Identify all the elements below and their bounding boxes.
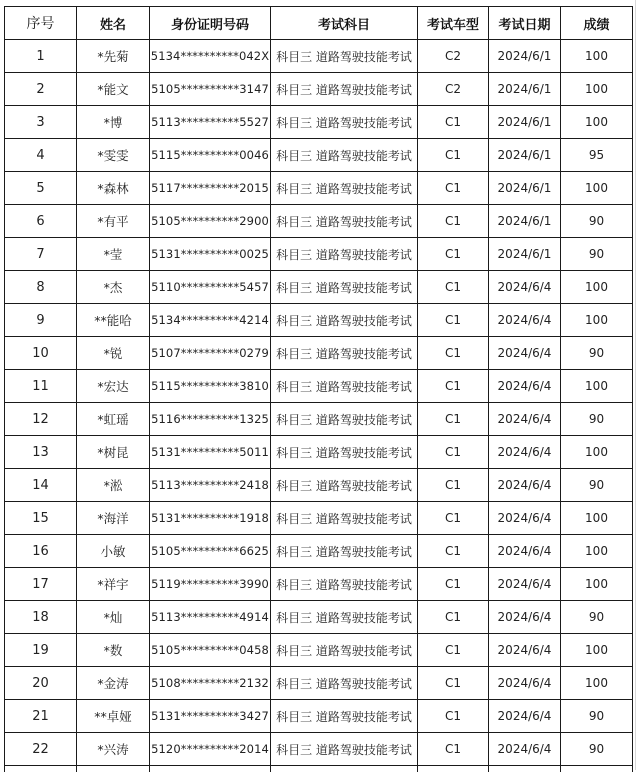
- cell-id-number[interactable]: 5105**********6625: [150, 535, 271, 568]
- cell-name[interactable]: *宏达: [77, 370, 150, 403]
- cell-seq[interactable]: 21: [5, 700, 77, 733]
- cell-name[interactable]: **卓娅: [77, 700, 150, 733]
- table-row: [5, 73, 633, 106]
- table-row: [5, 469, 633, 502]
- cell-id-number[interactable]: 5116**********1325: [150, 403, 271, 436]
- cell-seq[interactable]: 13: [5, 436, 77, 469]
- cell-score[interactable]: 100: [561, 106, 633, 139]
- cell-seq[interactable]: 2: [5, 73, 77, 106]
- cell-name[interactable]: 小敏: [77, 535, 150, 568]
- cell-score[interactable]: 100: [561, 73, 633, 106]
- cell-seq[interactable]: 6: [5, 205, 77, 238]
- cell-id-number[interactable]: 5117**********2015: [150, 172, 271, 205]
- cell-score[interactable]: 90: [561, 337, 633, 370]
- cell-subject[interactable]: 科目三 道路驾驶技能考试: [271, 469, 418, 502]
- table-row: [5, 40, 633, 73]
- cell-name[interactable]: *虹瑶: [77, 403, 150, 436]
- cell-name[interactable]: *灿: [77, 601, 150, 634]
- cell-vehicle-type[interactable]: C1: [418, 139, 489, 172]
- cell-seq[interactable]: 18: [5, 601, 77, 634]
- cell-seq[interactable]: 12: [5, 403, 77, 436]
- cell-vehicle-type[interactable]: C1: [418, 271, 489, 304]
- cell-vehicle-type[interactable]: C1: [418, 469, 489, 502]
- cell-seq[interactable]: 15: [5, 502, 77, 535]
- cell-seq[interactable]: 4: [5, 139, 77, 172]
- exam-results-table: [4, 6, 633, 772]
- cell-name[interactable]: *先菊: [77, 40, 150, 73]
- cell-id-number[interactable]: 5105**********2900: [150, 205, 271, 238]
- cell-subject[interactable]: 科目三 道路驾驶技能考试: [271, 205, 418, 238]
- cell-vehicle-type[interactable]: C1: [418, 436, 489, 469]
- cell-subject[interactable]: 科目三 道路驾驶技能考试: [271, 667, 418, 700]
- cell-subject[interactable]: 科目三 道路驾驶技能考试: [271, 73, 418, 106]
- cell-subject[interactable]: 科目三 道路驾驶技能考试: [271, 601, 418, 634]
- cell-id-number[interactable]: 5110**********5457: [150, 271, 271, 304]
- cell-name[interactable]: *雯雯: [77, 139, 150, 172]
- cell-vehicle-type[interactable]: C1: [418, 403, 489, 436]
- cell-vehicle-type[interactable]: C1: [418, 601, 489, 634]
- cell-exam-date[interactable]: 2024/6/4: [489, 733, 561, 766]
- cell-name[interactable]: *能文: [77, 73, 150, 106]
- cell-exam-date[interactable]: 2024/6/4: [489, 568, 561, 601]
- cell-exam-date[interactable]: 2024/6/1: [489, 106, 561, 139]
- table-row: [5, 667, 633, 700]
- cell-vehicle-type[interactable]: C1: [418, 700, 489, 733]
- cell-subject[interactable]: 科目三 道路驾驶技能考试: [271, 238, 418, 271]
- header-exam-date[interactable]: 考试日期: [489, 7, 561, 40]
- empty-cell[interactable]: [271, 766, 418, 772]
- table-row: [5, 436, 633, 469]
- cell-id-number[interactable]: 5115**********0046: [150, 139, 271, 172]
- cell-id-number[interactable]: 5105**********3147: [150, 73, 271, 106]
- cell-id-number[interactable]: 5113**********4914: [150, 601, 271, 634]
- table-row: [5, 502, 633, 535]
- cell-name[interactable]: **能哈: [77, 304, 150, 337]
- cell-subject[interactable]: 科目三 道路驾驶技能考试: [271, 700, 418, 733]
- cell-seq[interactable]: 5: [5, 172, 77, 205]
- cell-seq[interactable]: 14: [5, 469, 77, 502]
- cell-vehicle-type[interactable]: C1: [418, 535, 489, 568]
- cell-exam-date[interactable]: 2024/6/1: [489, 73, 561, 106]
- cell-exam-date[interactable]: 2024/6/4: [489, 502, 561, 535]
- table-row: [5, 238, 633, 271]
- empty-cell[interactable]: [561, 766, 633, 772]
- cell-id-number[interactable]: 5107**********0279: [150, 337, 271, 370]
- cell-exam-date[interactable]: 2024/6/4: [489, 370, 561, 403]
- cell-id-number[interactable]: 5134**********4214: [150, 304, 271, 337]
- cell-score[interactable]: 90: [561, 238, 633, 271]
- cell-score[interactable]: 95: [561, 139, 633, 172]
- cell-seq[interactable]: 11: [5, 370, 77, 403]
- cell-exam-date[interactable]: 2024/6/4: [489, 667, 561, 700]
- cell-exam-date[interactable]: 2024/6/4: [489, 634, 561, 667]
- header-vehicle-type[interactable]: 考试车型: [418, 7, 489, 40]
- cell-subject[interactable]: 科目三 道路驾驶技能考试: [271, 568, 418, 601]
- cell-subject[interactable]: 科目三 道路驾驶技能考试: [271, 304, 418, 337]
- cell-seq[interactable]: 20: [5, 667, 77, 700]
- table-row: [5, 535, 633, 568]
- cell-exam-date[interactable]: 2024/6/4: [489, 304, 561, 337]
- cell-score[interactable]: 90: [561, 403, 633, 436]
- empty-cell[interactable]: [489, 766, 561, 772]
- cell-seq[interactable]: 8: [5, 271, 77, 304]
- cell-vehicle-type[interactable]: C2: [418, 73, 489, 106]
- cell-subject[interactable]: 科目三 道路驾驶技能考试: [271, 535, 418, 568]
- cell-exam-date[interactable]: 2024/6/4: [489, 436, 561, 469]
- cell-seq[interactable]: 19: [5, 634, 77, 667]
- header-id-number[interactable]: 身份证明号码: [150, 7, 271, 40]
- cell-name[interactable]: *有平: [77, 205, 150, 238]
- header-seq[interactable]: 序号: [5, 7, 77, 40]
- cell-vehicle-type[interactable]: C1: [418, 502, 489, 535]
- cell-subject[interactable]: 科目三 道路驾驶技能考试: [271, 106, 418, 139]
- cell-exam-date[interactable]: 2024/6/1: [489, 172, 561, 205]
- cell-name[interactable]: *树昆: [77, 436, 150, 469]
- cell-name[interactable]: *海洋: [77, 502, 150, 535]
- table-row: [5, 700, 633, 733]
- cell-score[interactable]: 100: [561, 568, 633, 601]
- cell-seq[interactable]: 22: [5, 733, 77, 766]
- cell-score[interactable]: 100: [561, 304, 633, 337]
- cell-score[interactable]: 100: [561, 502, 633, 535]
- cell-exam-date[interactable]: 2024/6/4: [489, 337, 561, 370]
- table-row: [5, 568, 633, 601]
- header-row: [5, 7, 633, 40]
- cell-seq[interactable]: 3: [5, 106, 77, 139]
- cell-id-number[interactable]: 5131**********3427: [150, 700, 271, 733]
- table-row: [5, 733, 633, 766]
- cell-id-number[interactable]: 5131**********1918: [150, 502, 271, 535]
- cell-subject[interactable]: 科目三 道路驾驶技能考试: [271, 271, 418, 304]
- cell-subject[interactable]: 科目三 道路驾驶技能考试: [271, 733, 418, 766]
- table-row: [5, 403, 633, 436]
- cell-id-number[interactable]: 5105**********0458: [150, 634, 271, 667]
- header-subject[interactable]: 考试科目: [271, 7, 418, 40]
- cell-vehicle-type[interactable]: C1: [418, 106, 489, 139]
- cell-subject[interactable]: 科目三 道路驾驶技能考试: [271, 634, 418, 667]
- cell-score[interactable]: 100: [561, 172, 633, 205]
- cell-name[interactable]: *锐: [77, 337, 150, 370]
- cell-name[interactable]: *博: [77, 106, 150, 139]
- cell-exam-date[interactable]: 2024/6/4: [489, 403, 561, 436]
- table-row: [5, 271, 633, 304]
- cell-score[interactable]: 90: [561, 733, 633, 766]
- cell-vehicle-type[interactable]: C1: [418, 238, 489, 271]
- empty-cell[interactable]: [418, 766, 489, 772]
- table-row: [5, 634, 633, 667]
- cell-id-number[interactable]: 5131**********5011: [150, 436, 271, 469]
- cell-seq[interactable]: 9: [5, 304, 77, 337]
- cell-score[interactable]: 90: [561, 700, 633, 733]
- cell-id-number[interactable]: 5113**********2418: [150, 469, 271, 502]
- cell-score[interactable]: 90: [561, 205, 633, 238]
- cell-exam-date[interactable]: 2024/6/4: [489, 700, 561, 733]
- empty-cell[interactable]: [77, 766, 150, 772]
- cell-exam-date[interactable]: 2024/6/1: [489, 205, 561, 238]
- cell-vehicle-type[interactable]: C1: [418, 568, 489, 601]
- empty-cell[interactable]: [150, 766, 271, 772]
- cell-score[interactable]: 100: [561, 370, 633, 403]
- cell-score[interactable]: 100: [561, 634, 633, 667]
- cell-name[interactable]: *杰: [77, 271, 150, 304]
- cell-exam-date[interactable]: 2024/6/4: [489, 601, 561, 634]
- cell-subject[interactable]: 科目三 道路驾驶技能考试: [271, 403, 418, 436]
- cell-id-number[interactable]: 5115**********3810: [150, 370, 271, 403]
- cell-seq[interactable]: 16: [5, 535, 77, 568]
- cell-vehicle-type[interactable]: C1: [418, 304, 489, 337]
- cell-subject[interactable]: 科目三 道路驾驶技能考试: [271, 370, 418, 403]
- cell-exam-date[interactable]: 2024/6/1: [489, 139, 561, 172]
- cell-vehicle-type[interactable]: C1: [418, 733, 489, 766]
- header-score[interactable]: 成绩: [561, 7, 633, 40]
- cell-name[interactable]: *森林: [77, 172, 150, 205]
- cell-seq[interactable]: 1: [5, 40, 77, 73]
- cell-vehicle-type[interactable]: C2: [418, 40, 489, 73]
- table-row-partial: [5, 766, 633, 772]
- header-name[interactable]: 姓名: [77, 7, 150, 40]
- cell-seq[interactable]: 17: [5, 568, 77, 601]
- table-row: [5, 139, 633, 172]
- cell-name[interactable]: *金涛: [77, 667, 150, 700]
- cell-score[interactable]: 100: [561, 40, 633, 73]
- cell-seq[interactable]: 7: [5, 238, 77, 271]
- cell-name[interactable]: *莹: [77, 238, 150, 271]
- cell-id-number[interactable]: 5119**********3990: [150, 568, 271, 601]
- cell-name[interactable]: *淞: [77, 469, 150, 502]
- cell-vehicle-type[interactable]: C1: [418, 172, 489, 205]
- cell-id-number[interactable]: 5113**********5527: [150, 106, 271, 139]
- cell-name[interactable]: *祥宇: [77, 568, 150, 601]
- cell-score[interactable]: 100: [561, 271, 633, 304]
- table-row: [5, 601, 633, 634]
- cell-id-number[interactable]: 5134**********042X: [150, 40, 271, 73]
- cell-vehicle-type[interactable]: C1: [418, 634, 489, 667]
- table-row: [5, 172, 633, 205]
- cell-subject[interactable]: 科目三 道路驾驶技能考试: [271, 139, 418, 172]
- cell-vehicle-type[interactable]: C1: [418, 370, 489, 403]
- cell-name[interactable]: *数: [77, 634, 150, 667]
- table-row: [5, 337, 633, 370]
- cell-exam-date[interactable]: 2024/6/4: [489, 271, 561, 304]
- cell-score[interactable]: 100: [561, 667, 633, 700]
- cell-name[interactable]: *兴涛: [77, 733, 150, 766]
- cell-vehicle-type[interactable]: C1: [418, 667, 489, 700]
- cell-id-number[interactable]: 5108**********2132: [150, 667, 271, 700]
- cell-subject[interactable]: 科目三 道路驾驶技能考试: [271, 337, 418, 370]
- empty-cell[interactable]: [5, 766, 77, 772]
- cell-score[interactable]: 90: [561, 469, 633, 502]
- cell-exam-date[interactable]: 2024/6/4: [489, 535, 561, 568]
- cell-id-number[interactable]: 5120**********2014: [150, 733, 271, 766]
- cell-subject[interactable]: 科目三 道路驾驶技能考试: [271, 436, 418, 469]
- cell-score[interactable]: 100: [561, 436, 633, 469]
- cell-seq[interactable]: 10: [5, 337, 77, 370]
- cell-vehicle-type[interactable]: C1: [418, 205, 489, 238]
- cell-subject[interactable]: 科目三 道路驾驶技能考试: [271, 172, 418, 205]
- table-row: [5, 205, 633, 238]
- cell-score[interactable]: 90: [561, 601, 633, 634]
- cell-exam-date[interactable]: 2024/6/1: [489, 238, 561, 271]
- cell-subject[interactable]: 科目三 道路驾驶技能考试: [271, 502, 418, 535]
- cell-vehicle-type[interactable]: C1: [418, 337, 489, 370]
- table-row: [5, 106, 633, 139]
- cell-id-number[interactable]: 5131**********0025: [150, 238, 271, 271]
- cell-score[interactable]: 100: [561, 535, 633, 568]
- cell-exam-date[interactable]: 2024/6/1: [489, 40, 561, 73]
- table-row: [5, 370, 633, 403]
- cell-subject[interactable]: 科目三 道路驾驶技能考试: [271, 40, 418, 73]
- table-row: [5, 304, 633, 337]
- cell-exam-date[interactable]: 2024/6/4: [489, 469, 561, 502]
